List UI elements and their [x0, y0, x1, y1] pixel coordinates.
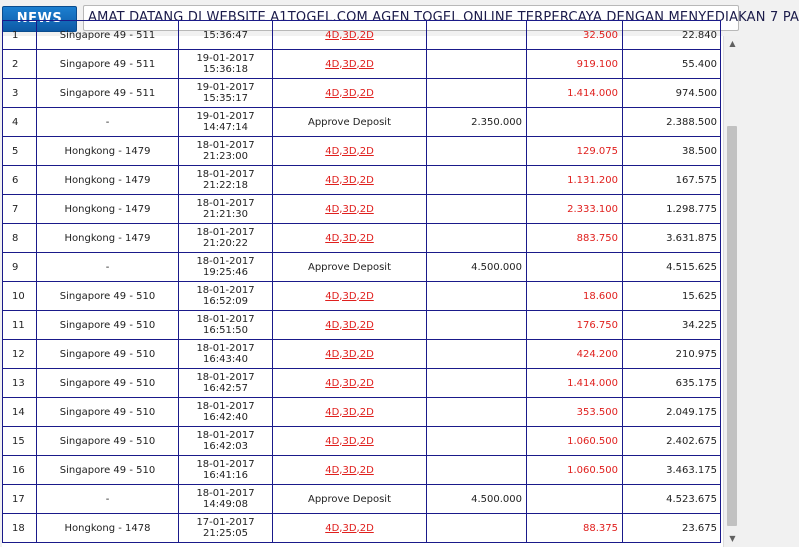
scroll-down-arrow-icon[interactable]: ▼: [729, 534, 736, 543]
datetime-cell: [179, 369, 273, 398]
date-text: 18-01-2017: [196, 198, 255, 209]
table-row: [3, 166, 721, 195]
description-cell: [273, 485, 427, 514]
bet-detail-link[interactable]: 4D,3D,2D: [325, 203, 374, 215]
balance-amount: 4.515.625: [623, 253, 721, 282]
balance-amount: 3.463.175: [623, 456, 721, 485]
description-cell: [273, 195, 427, 224]
datetime-cell: [179, 21, 273, 50]
row-number: 1: [3, 21, 37, 50]
bet-detail-link[interactable]: 4D,3D,2D: [325, 232, 374, 244]
credit-amount: 883.750: [527, 224, 623, 253]
datetime-cell: [179, 79, 273, 108]
date-text: 18-01-2017: [196, 227, 255, 238]
description-cell: [273, 50, 427, 79]
debit-amount: [427, 456, 527, 485]
datetime-cell: [179, 340, 273, 369]
date-text: 18-01-2017: [196, 140, 255, 151]
news-marquee-text: AMAT DATANG DI WEBSITE A1TOGEL.COM AGEN TOGEL ONLINE TERPERCAYA DENGAN MENYEDIAKAN 7 PA: [88, 10, 799, 25]
description-cell: [273, 108, 427, 137]
row-number: 5: [3, 137, 37, 166]
debit-amount: [427, 427, 527, 456]
game-name: Hongkong - 1479: [37, 195, 179, 224]
description-cell: [273, 456, 427, 485]
credit-amount: 129.075: [527, 137, 623, 166]
balance-amount: 2.388.500: [623, 108, 721, 137]
game-name: -: [37, 108, 179, 137]
time-text: 16:42:03: [203, 441, 248, 452]
game-name: Singapore 49 - 511: [37, 79, 179, 108]
game-name: Singapore 49 - 511: [37, 50, 179, 79]
time-text: 16:51:50: [203, 325, 248, 336]
credit-amount: [527, 108, 623, 137]
date-text: 18-01-2017: [196, 285, 255, 296]
time-text: 14:47:14: [203, 122, 248, 133]
balance-amount: 635.175: [623, 369, 721, 398]
date-text: 19-01-2017: [196, 111, 255, 122]
table-row: [3, 311, 721, 340]
debit-amount: [427, 137, 527, 166]
balance-amount: 2.049.175: [623, 398, 721, 427]
debit-amount: [427, 514, 527, 543]
time-text: 16:42:57: [203, 383, 248, 394]
table-row: [3, 224, 721, 253]
table-row: [3, 456, 721, 485]
debit-amount: [427, 369, 527, 398]
time-text: 15:36:18: [203, 64, 248, 75]
date-text: 18-01-2017: [196, 372, 255, 383]
debit-amount: [427, 21, 527, 50]
credit-amount: 88.375: [527, 514, 623, 543]
time-text: 21:25:05: [203, 528, 248, 539]
debit-amount: [427, 311, 527, 340]
debit-amount: [427, 195, 527, 224]
table-row: [3, 398, 721, 427]
description-cell: [273, 166, 427, 195]
debit-amount: [427, 282, 527, 311]
bet-detail-link[interactable]: 4D,3D,2D: [325, 290, 374, 302]
description-cell: [273, 137, 427, 166]
debit-amount: [427, 224, 527, 253]
balance-amount: 4.523.675: [623, 485, 721, 514]
balance-amount: 38.500: [623, 137, 721, 166]
date-text: 18-01-2017: [196, 459, 255, 470]
row-number: 13: [3, 369, 37, 398]
transaction-table-container: [2, 29, 723, 547]
date-text: 18-01-2017: [196, 401, 255, 412]
game-name: Singapore 49 - 510: [37, 311, 179, 340]
row-number: 8: [3, 224, 37, 253]
bet-detail-link[interactable]: 4D,3D,2D: [325, 377, 374, 389]
date-text: 18-01-2017: [196, 430, 255, 441]
datetime-cell: [179, 50, 273, 79]
credit-amount: 1.060.500: [527, 456, 623, 485]
balance-amount: 210.975: [623, 340, 721, 369]
datetime-cell: [179, 485, 273, 514]
row-number: 7: [3, 195, 37, 224]
table-row: [3, 369, 721, 398]
debit-amount: [427, 50, 527, 79]
game-name: Hongkong - 1479: [37, 224, 179, 253]
debit-amount: 4.500.000: [427, 485, 527, 514]
description-cell: [273, 282, 427, 311]
credit-amount: [527, 253, 623, 282]
debit-amount: 4.500.000: [427, 253, 527, 282]
credit-amount: 1.414.000: [527, 79, 623, 108]
row-number: 12: [3, 340, 37, 369]
datetime-cell: [179, 108, 273, 137]
game-name: Hongkong - 1479: [37, 137, 179, 166]
balance-amount: 55.400: [623, 50, 721, 79]
game-name: -: [37, 253, 179, 282]
description-cell: [273, 340, 427, 369]
datetime-cell: [179, 514, 273, 543]
date-text: 18-01-2017: [196, 169, 255, 180]
bet-detail-link[interactable]: 4D,3D,2D: [325, 348, 374, 360]
debit-amount: [427, 79, 527, 108]
balance-amount: 34.225: [623, 311, 721, 340]
date-text: 17-01-2017: [196, 517, 255, 528]
bet-detail-link[interactable]: 4D,3D,2D: [325, 522, 374, 534]
time-text: 21:20:22: [203, 238, 248, 249]
time-text: 16:43:40: [203, 354, 248, 365]
game-name: Singapore 49 - 510: [37, 340, 179, 369]
datetime-cell: [179, 398, 273, 427]
description-text: Approve Deposit: [307, 261, 392, 273]
credit-amount: 2.333.100: [527, 195, 623, 224]
balance-amount: 1.298.775: [623, 195, 721, 224]
bet-detail-link[interactable]: 4D,3D,2D: [325, 435, 374, 447]
table-row: [3, 485, 721, 514]
credit-amount: 176.750: [527, 311, 623, 340]
credit-amount: 32.500: [527, 21, 623, 50]
row-number: 4: [3, 108, 37, 137]
balance-amount: 23.675: [623, 514, 721, 543]
date-text: 18-01-2017: [196, 488, 255, 499]
description-cell: [273, 224, 427, 253]
description-cell: [273, 253, 427, 282]
bet-detail-link[interactable]: 4D,3D,2D: [325, 145, 374, 157]
date-text: 18-01-2017: [196, 256, 255, 267]
description-cell: [273, 398, 427, 427]
table-row: [3, 108, 721, 137]
time-text: 16:52:09: [203, 296, 248, 307]
description-text: Approve Deposit: [307, 116, 392, 128]
row-number: 2: [3, 50, 37, 79]
datetime-cell: [179, 195, 273, 224]
date-text: 18-01-2017: [196, 343, 255, 354]
description-cell: [273, 311, 427, 340]
time-text: 16:41:16: [203, 470, 248, 481]
game-name: Singapore 49 - 510: [37, 369, 179, 398]
table-row: [3, 253, 721, 282]
game-name: Hongkong - 1478: [37, 514, 179, 543]
bet-detail-link[interactable]: 4D,3D,2D: [325, 406, 374, 418]
credit-amount: 1.060.500: [527, 427, 623, 456]
balance-amount: 15.625: [623, 282, 721, 311]
credit-amount: 1.414.000: [527, 369, 623, 398]
credit-amount: 919.100: [527, 50, 623, 79]
time-text: 15:36:47: [203, 29, 248, 41]
debit-amount: [427, 166, 527, 195]
time-text: 19:25:46: [203, 267, 248, 278]
scroll-up-arrow-icon[interactable]: ▲: [729, 39, 736, 48]
row-number: 11: [3, 311, 37, 340]
vertical-scrollbar[interactable]: [723, 36, 741, 547]
bet-detail-link[interactable]: 4D,3D,2D: [325, 174, 374, 186]
credit-amount: 424.200: [527, 340, 623, 369]
game-name: Hongkong - 1479: [37, 166, 179, 195]
transaction-table: [2, 20, 721, 543]
date-text: 19-01-2017: [196, 53, 255, 64]
table-row: [3, 137, 721, 166]
description-cell: [273, 427, 427, 456]
row-number: 6: [3, 166, 37, 195]
game-name: Singapore 49 - 511: [37, 21, 179, 50]
bet-detail-link[interactable]: 4D,3D,2D: [325, 87, 374, 99]
credit-amount: 1.131.200: [527, 166, 623, 195]
credit-amount: 18.600: [527, 282, 623, 311]
date-text: 19-01-2017: [196, 82, 255, 93]
game-name: Singapore 49 - 510: [37, 427, 179, 456]
news-badge: NEWS: [2, 6, 77, 32]
game-name: Singapore 49 - 510: [37, 398, 179, 427]
game-name: -: [37, 485, 179, 514]
row-number: 10: [3, 282, 37, 311]
time-text: 14:49:08: [203, 499, 248, 510]
description-text: Approve Deposit: [307, 493, 392, 505]
row-number: 16: [3, 456, 37, 485]
bet-detail-link[interactable]: 4D,3D,2D: [325, 464, 374, 476]
page-edge: [740, 36, 745, 547]
description-cell: [273, 79, 427, 108]
row-number: 17: [3, 485, 37, 514]
row-number: 15: [3, 427, 37, 456]
time-text: 21:23:00: [203, 151, 248, 162]
datetime-cell: [179, 253, 273, 282]
table-row: [3, 79, 721, 108]
datetime-cell: [179, 166, 273, 195]
balance-amount: 167.575: [623, 166, 721, 195]
debit-amount: [427, 340, 527, 369]
datetime-cell: [179, 282, 273, 311]
datetime-cell: [179, 137, 273, 166]
table-row: [3, 514, 721, 543]
row-number: 9: [3, 253, 37, 282]
table-row: [3, 195, 721, 224]
time-text: 16:42:40: [203, 412, 248, 423]
time-text: 21:21:30: [203, 209, 248, 220]
time-text: 21:22:18: [203, 180, 248, 191]
datetime-cell: [179, 456, 273, 485]
date-text: 18-01-2017: [196, 314, 255, 325]
balance-amount: 2.402.675: [623, 427, 721, 456]
balance-amount: 3.631.875: [623, 224, 721, 253]
bet-detail-link[interactable]: 4D,3D,2D: [325, 319, 374, 331]
balance-amount: 974.500: [623, 79, 721, 108]
game-name: Singapore 49 - 510: [37, 456, 179, 485]
table-row: [3, 340, 721, 369]
balance-amount: 22.840: [623, 21, 721, 50]
table-row: [3, 427, 721, 456]
datetime-cell: [179, 311, 273, 340]
credit-amount: 353.500: [527, 398, 623, 427]
bet-detail-link[interactable]: 4D,3D,2D: [325, 29, 374, 41]
transaction-table-body: [3, 21, 721, 543]
debit-amount: [427, 398, 527, 427]
table-row: [3, 50, 721, 79]
datetime-cell: [179, 427, 273, 456]
table-row: [3, 282, 721, 311]
description-cell: [273, 514, 427, 543]
row-number: 3: [3, 79, 37, 108]
scroll-thumb[interactable]: [727, 126, 737, 526]
row-number: 14: [3, 398, 37, 427]
description-cell: [273, 369, 427, 398]
time-text: 15:35:17: [203, 93, 248, 104]
credit-amount: [527, 485, 623, 514]
description-cell: [273, 21, 427, 50]
game-name: Singapore 49 - 510: [37, 282, 179, 311]
debit-amount: 2.350.000: [427, 108, 527, 137]
table-row: [3, 21, 721, 50]
bet-detail-link[interactable]: 4D,3D,2D: [325, 58, 374, 70]
row-number: 18: [3, 514, 37, 543]
datetime-cell: [179, 224, 273, 253]
